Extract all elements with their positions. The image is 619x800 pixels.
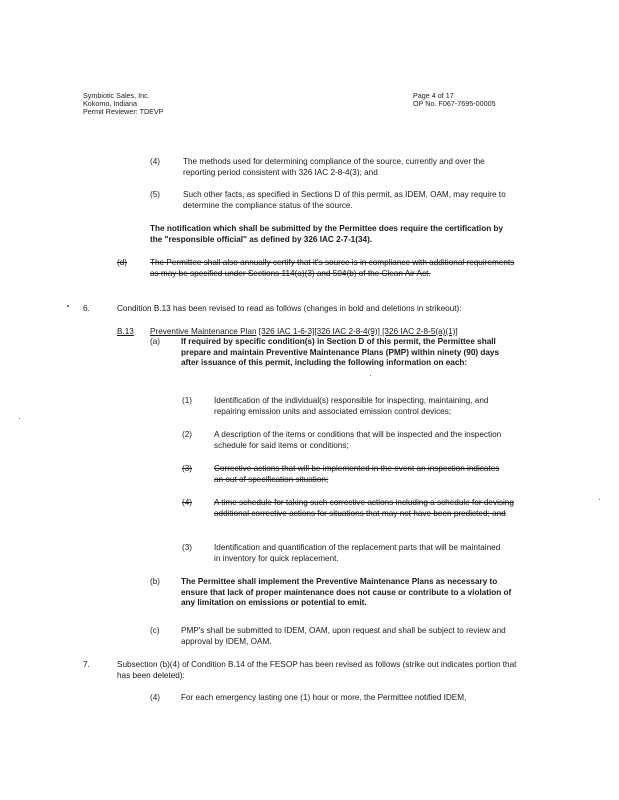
item-number: (a) [150,337,161,346]
subitem-text-struck: Corrective actions that will be implemented in the event an inspection indicates an out of specification situation; [214,464,500,484]
section-number: 6. [83,304,90,313]
scan-speck [599,499,600,500]
item-text: The methods used for determining compliance of the source, currently and over the reporting period consistent with 326 IAC 2-8-4(3); and [183,157,485,177]
item-number-struck: (d) [117,258,128,267]
item-number: (c) [150,626,160,635]
condition-heading [150,327,520,338]
condition-citation: [326 IAC 1-6-3][326 IAC 2-8-4(9)] [326 IAC 2-8-5(a)(1)] [258,327,458,336]
section-intro: Subsection (b)(4) of Condition B.14 of the FESOP has been revised as follows (strike out indicates portion that has been deleted): [117,660,517,680]
subitem-number-struck: (3) [182,464,193,473]
struck-paragraph: The Permittee shall also annually certify that it's source is in compliance with additional requirements as may be specified under Sections 114(a)(3) and 504(b) of the Clean Air Act. [150,258,515,278]
subitem-number-struck: (4) [182,498,193,507]
item-number: (4) [150,157,161,166]
item-number: (4) [150,693,161,702]
subitem-number: (1) [182,396,193,405]
header-left [83,92,283,117]
subitem-text: A description of the items or conditions that will be inspected and the inspection schedule for said items or conditions; [214,430,502,450]
header-permit-no: OP No. F067-7695-00005 [413,99,496,109]
item-number: (b) [150,577,161,586]
header-location: Kokomo, Indiana [83,99,137,109]
header-company: Symbiotic Sales, Inc. [83,91,150,100]
item-text: For each emergency lasting one (1) hour or more, the Permittee notified IDEM, [181,693,467,702]
scan-speck [19,418,20,419]
condition-title: Preventive Maintenance Plan [150,327,257,336]
item-text: If required by specific condition(s) in Section D of this permit, the Permittee shall prepare and maintain Preventive Maintenance Plans (PMP) within ninety (90) days after issuance of this permit, including the following information on each: [181,337,500,367]
item-text: The Permittee shall implement the Preventive Maintenance Plans as necessary to ensure that lack of proper maintenance does not cause or contribute to a violation of any limitation on emissions or potential to emit. [181,577,512,607]
subitem-number: (2) [182,430,193,439]
item-text: PMP's shall be submitted to IDEM, OAM, upon request and shall be subject to review and approval by IDEM, OAM. [181,626,506,646]
header-reviewer: Permit Reviewer: TDEVP [83,107,164,117]
notification-paragraph: The notification which shall be submitted by the Permittee does require the certification by the "responsible official" as defined by 326 IAC 2-7-1(34). [150,224,504,244]
item-text: Such other facts, as specified in Sections D of this permit, as IDEM, OAM, may require to determine the compliance status of the source. [183,190,506,210]
subitem-number: (3) [182,543,193,552]
scan-speck [67,305,69,307]
section-number: 7. [83,660,90,669]
scan-speck [370,375,371,376]
header-right [413,92,553,108]
subitem-text: Identification and quantification of the replacement parts that will be maintained in inventory for quick replacement. [214,543,501,563]
subitem-text: Identification of the individual(s) responsible for inspecting, maintaining, and repairing emission units and associated emission control devices; [214,396,489,416]
subitem-text-struck: A time schedule for taking such corrective actions including a schedule for devising additional corrective actions for situations that may not have been predicted; and [214,498,514,518]
item-number: (5) [150,190,161,199]
section-intro: Condition B.13 has been revised to read as follows (changes in bold and deletions in strikeout): [117,304,462,313]
header-page: Page 4 of 17 [413,91,454,100]
condition-number: B.13 [117,327,134,336]
